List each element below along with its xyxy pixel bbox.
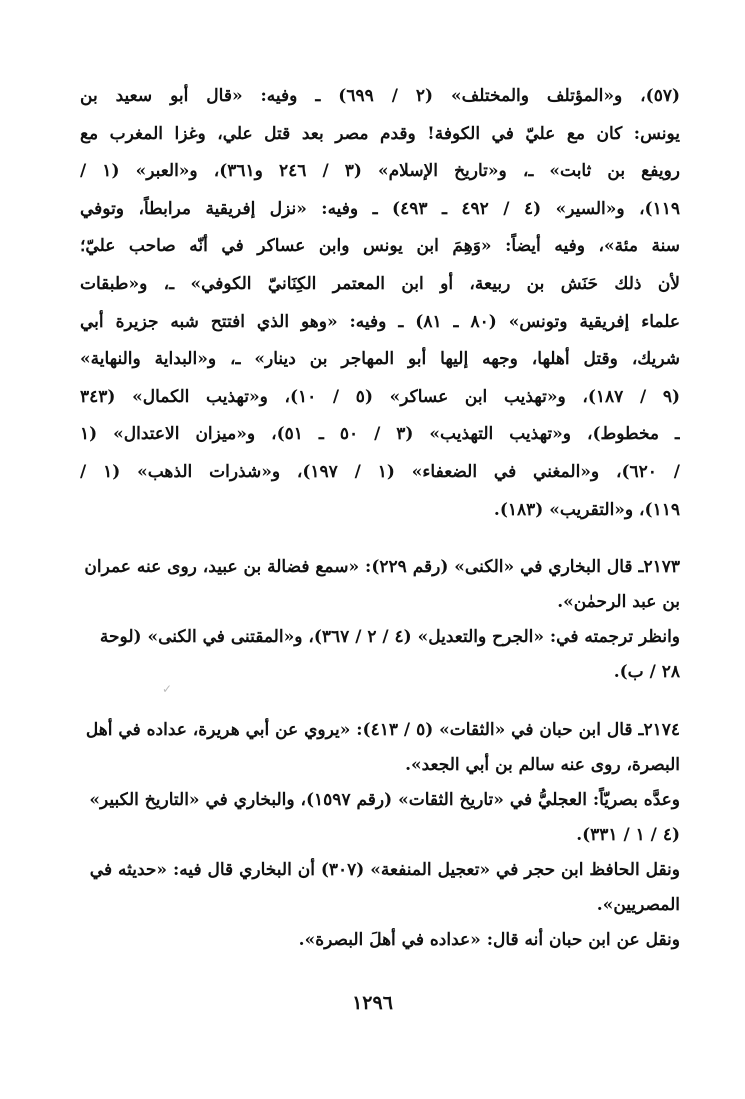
text-line: علماء إفريقية وتونس» (٨٠ ـ ٨١) ـ وفيه: «وهو الذي افتتح شبه جزيرة أبي: [80, 311, 680, 332]
entry-paragraph: ونقل عن ابن حبان أنه قال: «عداده في أهلَ البصرة».: [298, 930, 680, 950]
entry-paragraph: وعدَّه بصريّاً: العجليُّ في «تاريخ الثقات» (رقم ١٥٩٧)، والبخاري في «التاريخ الكبير» (٤ / ١ / ٣٣١).: [89, 790, 680, 845]
entry-2174: [80, 713, 680, 958]
text-line: يونس: كان مع عليّ في الكوفة! وقدم مصر بعد قتل علي، وغزا المغرب مع: [80, 123, 680, 144]
entry-number: ٢١٧٣ـ: [638, 557, 680, 577]
entry-number: ٢١٧٤ـ: [638, 720, 680, 740]
text-line: (٩ / ١٨٧)، و«تهذيب ابن عساكر» (٥ / ١٠)، و«تهذيب الكمال» (٣٤٣: [80, 386, 680, 407]
entry-text: قال ابن حبان في «الثقات» (٥ / ٤١٣): «يروي عن أبي هريرة، عداده في أهل البصرة، روى عنه سالم بن أبي الجعد».: [85, 720, 680, 775]
entry-2173: [80, 550, 680, 690]
footnote-continuation: [80, 78, 680, 529]
text-line: / ٦٢٠)، و«المغني في الضعفاء» (١ / ١٩٧)، و«شذرات الذهب» (١ /: [80, 461, 680, 482]
entry-paragraph: [80, 550, 680, 620]
text-line: ١١٩)، و«التقريب» (١٨٣).: [493, 499, 680, 520]
entry-paragraph: [80, 713, 680, 783]
entry-paragraph: ونقل الحافظ ابن حجر في «تعجيل المنفعة» (٣٠٧) أن البخاري قال فيه: «حديثه في المصريين».: [89, 860, 680, 915]
text-line: ـ مخطوط)، و«تهذيب التهذيب» (٣ / ٥٠ ـ ٥١)، و«ميزان الاعتدال» (١: [80, 424, 680, 445]
page-number: ١٢٩٦: [352, 992, 393, 1014]
text-line: ١١٩)، و«السير» (٤ / ٤٩٢ ـ ٤٩٣) ـ وفيه: «نزل إفريقية مرابطاً، وتوفي: [80, 198, 680, 219]
text-line: لأن ذلك حَنَش بن ربيعة، أو ابن المعتمر الكِنَانيّ الكوفي» ـ، و«طبقات: [80, 273, 680, 294]
stray-mark: ✓: [162, 682, 173, 696]
entry-paragraph: وانظر ترجمته في: «الجرح والتعديل» (٤ / ٢ / ٣٦٧)، و«المقتنى في الكنى» (لوحة ٢٨ / ب).: [99, 627, 680, 682]
text-line: شريك، وقتل أهلها، وجهه إليها أبو المهاجر بن دينار» ـ، و«البداية والنهاية»: [80, 349, 680, 370]
text-line: رويفع بن ثابت» ـ، و«تاريخ الإسلام» (٣ / ٢٤٦ و٣٦١)، و«العبر» (١ /: [80, 161, 680, 182]
text-line: سنة مئة»، وفيه أيضاً: «وَهِمَ ابن يونس وابن عساكر في أنّه صاحب عليّ؛: [80, 236, 680, 257]
entry-text: قال البخاري في «الكنى» (رقم ٢٢٩): «سمع فضالة بن عبيد، روى عنه عمران بن عبد الرحمٰن».: [84, 557, 680, 612]
text-line: (٥٧)، و«المؤتلف والمختلف» (٢ / ٦٩٩) ـ وفيه: «قال أبو سعيد بن: [80, 86, 680, 106]
